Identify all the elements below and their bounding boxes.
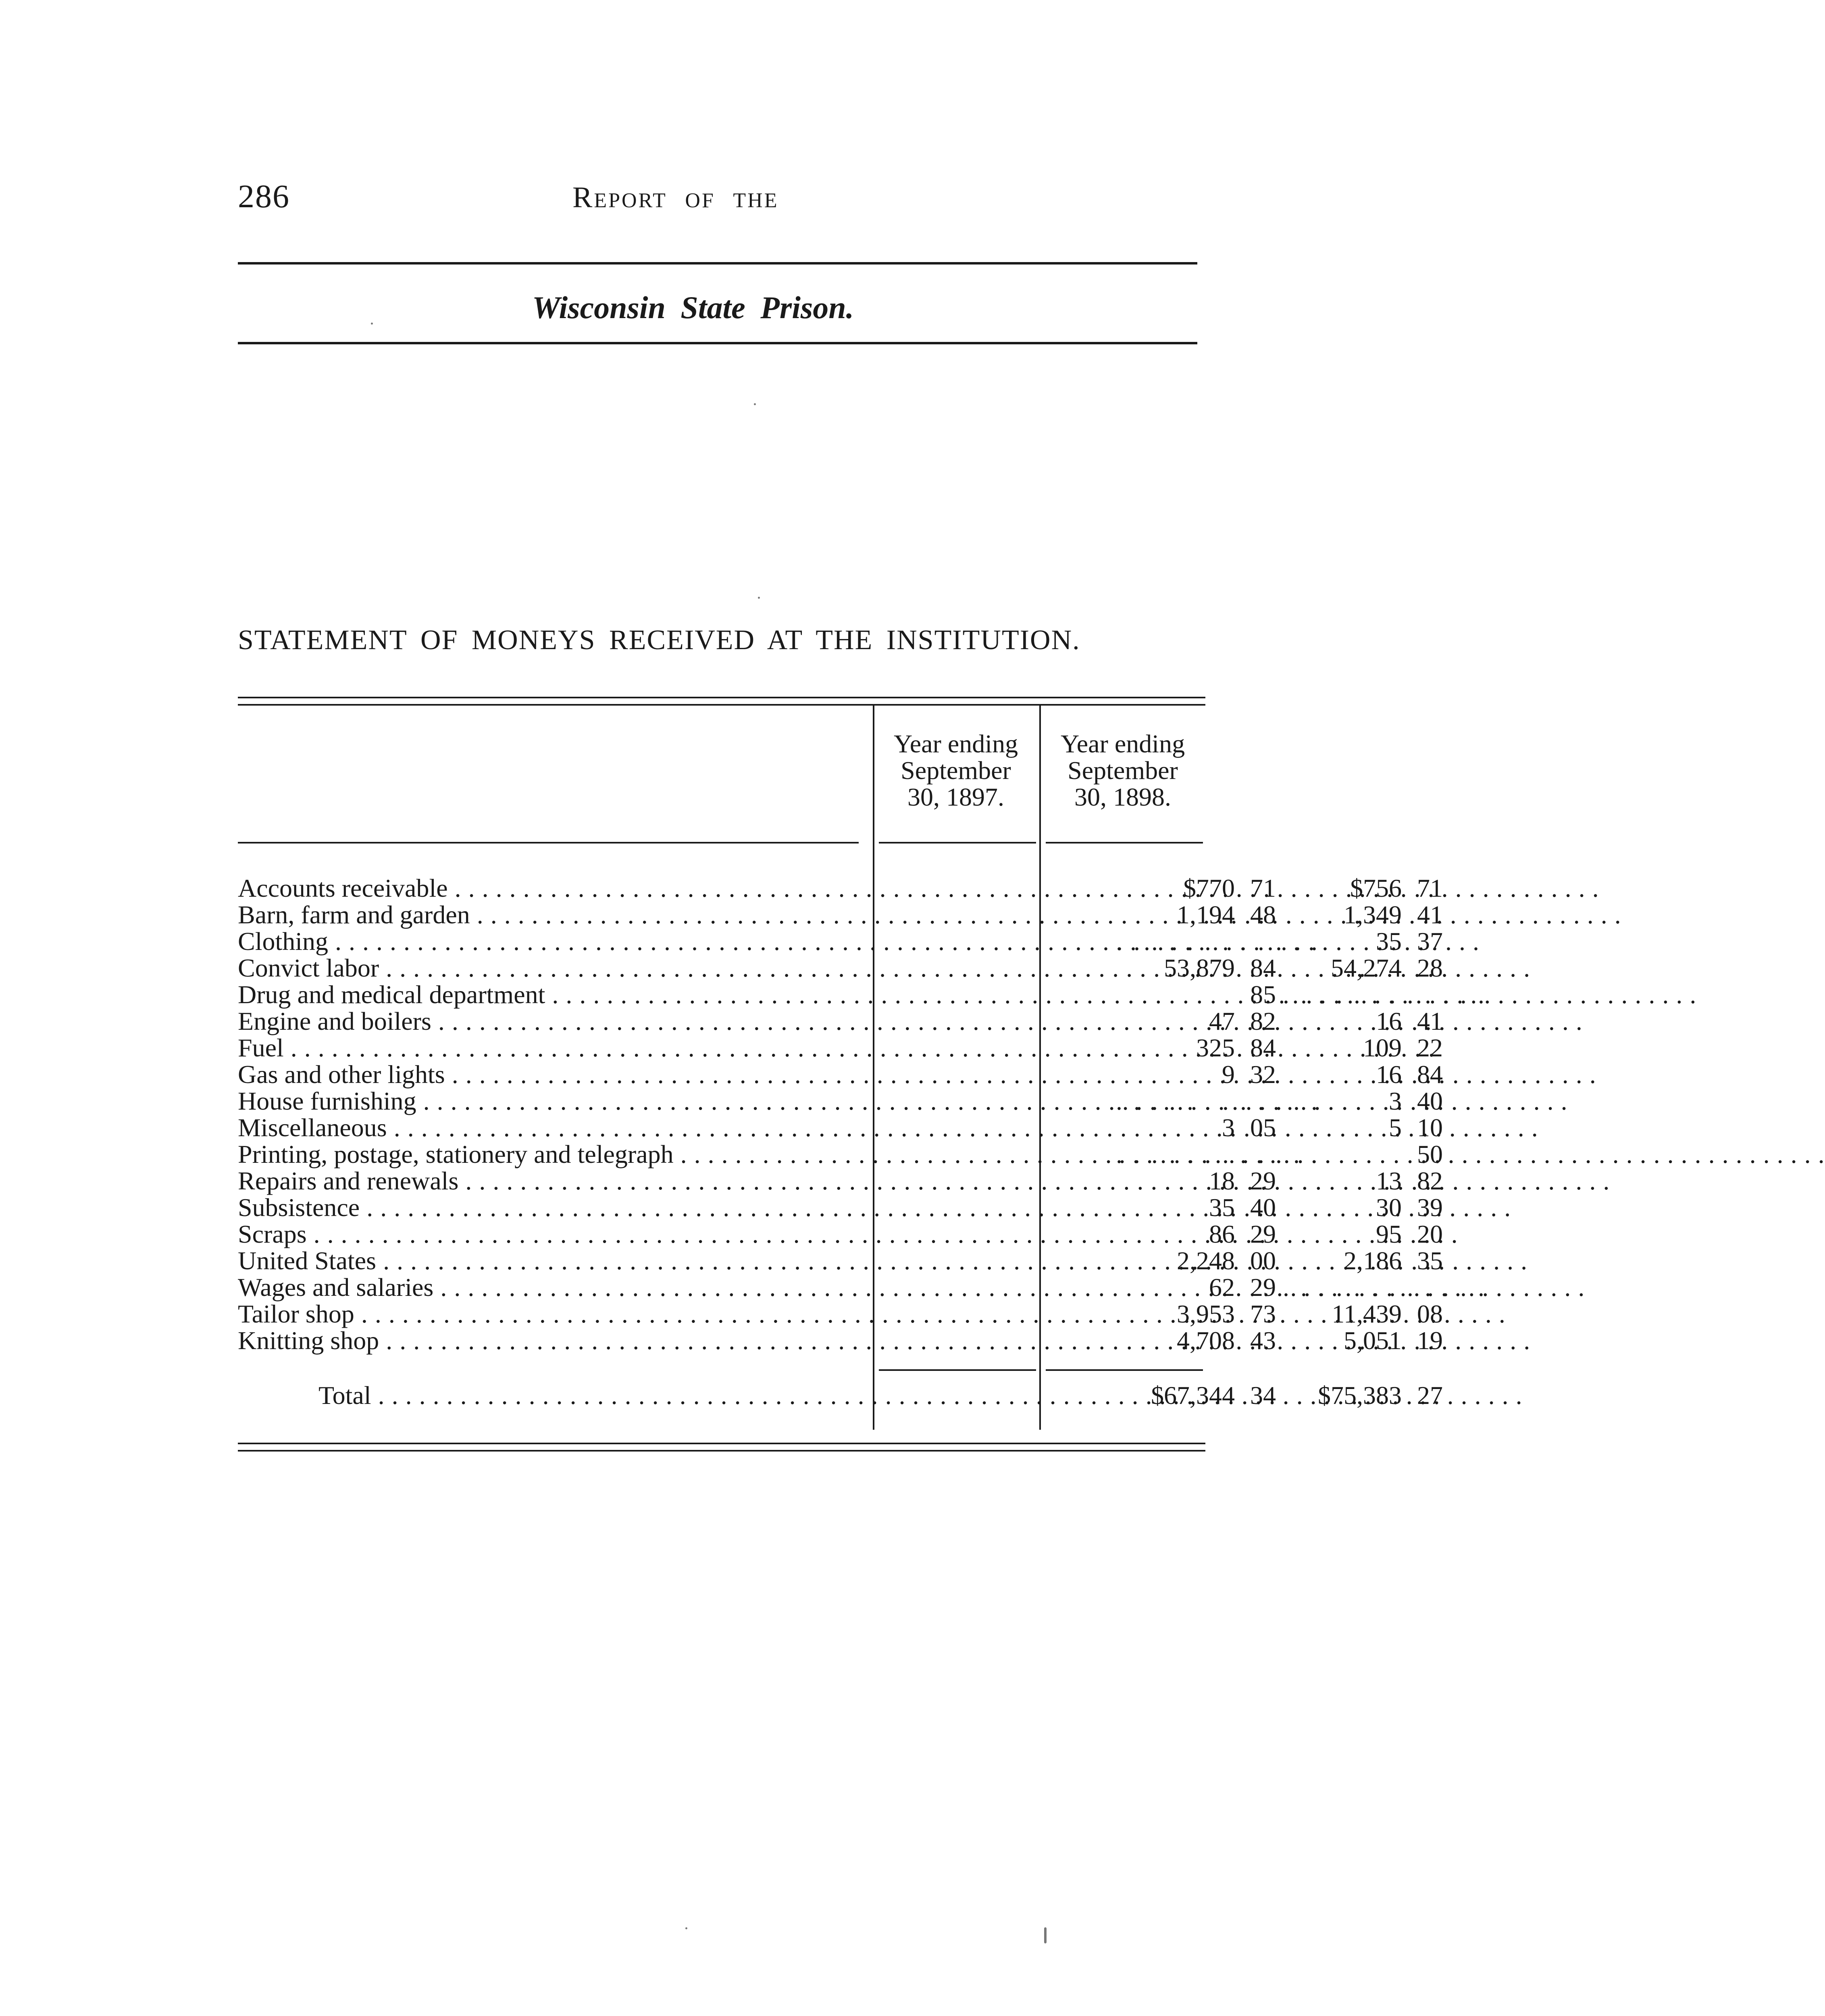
empty-cell-dots-1897: . . . . . . . . . . . . bbox=[1116, 1140, 1320, 1168]
value-1898-dollars: 5 bbox=[1389, 1113, 1402, 1142]
value-1897-dollars: 325 bbox=[1196, 1033, 1235, 1062]
paper-speck bbox=[371, 323, 373, 325]
column-header-line: Year ending bbox=[1060, 729, 1185, 758]
value-1897-cents: 05 bbox=[1250, 1113, 1276, 1142]
column-header-1898 bbox=[1040, 731, 1205, 810]
row-label: Repairs and renewals . . . bbox=[238, 1168, 867, 1194]
row-label: Accounts receivable . . . bbox=[238, 875, 867, 902]
row-label: Convict labor . . . bbox=[238, 955, 867, 981]
row-label: Drug and medical department . . . bbox=[238, 981, 867, 1008]
value-1898-cents: 40 bbox=[1417, 1087, 1443, 1115]
table-row bbox=[238, 1113, 1443, 1142]
value-1898-cents: 28 bbox=[1417, 954, 1443, 982]
table-row bbox=[238, 1140, 1443, 1168]
value-1898-cents: 10 bbox=[1417, 1113, 1443, 1142]
value-1898-cents: 82 bbox=[1417, 1166, 1443, 1195]
value-1897-dollars: 1,194 bbox=[1177, 900, 1235, 929]
value-1898-cents: 20 bbox=[1417, 1220, 1443, 1248]
table-bottom-rule-inner bbox=[238, 1450, 1205, 1452]
column-header-line: September bbox=[901, 756, 1011, 785]
column-header-line: September bbox=[1068, 756, 1178, 785]
value-1898-cents: 19 bbox=[1417, 1326, 1443, 1355]
table-row bbox=[238, 874, 1443, 902]
paper-speck bbox=[685, 1927, 687, 1929]
value-1898-dollars: 11,439 bbox=[1332, 1300, 1402, 1328]
total-1898-cents: 27 bbox=[1417, 1381, 1443, 1410]
value-1897-dollars: 18 bbox=[1209, 1166, 1235, 1195]
value-1898-dollars: 35 bbox=[1376, 927, 1402, 956]
table-row bbox=[238, 980, 1487, 1009]
header-underline-col2 bbox=[1046, 842, 1203, 843]
row-label: Knitting shop . . . bbox=[238, 1327, 867, 1354]
total-1897-dollars: $67,344 bbox=[1151, 1381, 1235, 1410]
value-1897-dollars: 47 bbox=[1209, 1007, 1235, 1035]
table-row bbox=[238, 1246, 1443, 1275]
value-1897-cents: 29 bbox=[1250, 1220, 1276, 1248]
total-rule-col1 bbox=[879, 1369, 1036, 1371]
value-1897-dollars: 2,248 bbox=[1177, 1246, 1235, 1275]
value-1898-cents: 39 bbox=[1417, 1193, 1443, 1222]
row-label: Printing, postage, stationery and telegraph . . . bbox=[238, 1141, 867, 1168]
table-row bbox=[238, 1300, 1443, 1328]
total-row bbox=[238, 1381, 1443, 1410]
paper-speck bbox=[754, 403, 756, 405]
running-head: Report of the bbox=[572, 181, 779, 214]
table-row bbox=[238, 900, 1443, 929]
value-1897-cents: 71 bbox=[1250, 874, 1276, 902]
row-label: Subsistence . . . bbox=[238, 1194, 867, 1221]
column-header-1897 bbox=[873, 731, 1038, 810]
header-underline-label bbox=[238, 842, 859, 843]
value-1898-cents: 71 bbox=[1417, 874, 1443, 902]
value-1897-cents: 29 bbox=[1250, 1273, 1276, 1302]
value-1898-dollars: 5,051 bbox=[1344, 1326, 1402, 1355]
value-1897-cents: 84 bbox=[1250, 1033, 1276, 1062]
table-top-rule-inner bbox=[238, 704, 1205, 706]
value-1898-dollars: $756 bbox=[1350, 874, 1402, 902]
value-1897-dollars: 9 bbox=[1222, 1060, 1235, 1089]
value-1898-dollars: 16 bbox=[1376, 1007, 1402, 1035]
column-header-line: Year ending bbox=[893, 729, 1018, 758]
empty-cell-dots-1897: . . . . . . . . . . . . bbox=[1116, 927, 1320, 956]
value-1897-dollars: 35 bbox=[1209, 1193, 1235, 1222]
table-row bbox=[238, 1087, 1443, 1115]
row-label: Barn, farm and garden . . . bbox=[238, 902, 867, 928]
total-rule-col2 bbox=[1046, 1369, 1203, 1371]
row-label: Scraps . . . bbox=[238, 1221, 867, 1248]
value-1898-dollars: 95 bbox=[1376, 1220, 1402, 1248]
column-header-line: 30, 1897. bbox=[907, 783, 1004, 811]
table-row bbox=[238, 1273, 1487, 1302]
value-1897-dollars: 86 bbox=[1209, 1220, 1235, 1248]
column-header-line: 30, 1898. bbox=[1074, 783, 1171, 811]
value-1898-cents: 84 bbox=[1417, 1060, 1443, 1089]
value-1897-cents: 85 bbox=[1250, 980, 1276, 1009]
header-rule-bottom bbox=[238, 342, 1197, 344]
value-1897-cents: 40 bbox=[1250, 1193, 1276, 1222]
row-label: Miscellaneous . . . bbox=[238, 1114, 867, 1141]
value-1898-cents: 08 bbox=[1417, 1300, 1443, 1328]
header-underline-col1 bbox=[879, 842, 1036, 843]
total-1898-dollars: $75,383 bbox=[1318, 1381, 1402, 1410]
row-label: Fuel . . . bbox=[238, 1035, 867, 1061]
value-1898-cents: 37 bbox=[1417, 927, 1443, 956]
paper-speck bbox=[1044, 1927, 1047, 1943]
table-row bbox=[238, 1166, 1443, 1195]
table-row bbox=[238, 1193, 1443, 1222]
value-1898-cents: 41 bbox=[1417, 1007, 1443, 1035]
value-1898-cents: 35 bbox=[1417, 1246, 1443, 1275]
value-1898-dollars: 109 bbox=[1363, 1033, 1402, 1062]
value-1897-dollars: 3,953 bbox=[1177, 1300, 1235, 1328]
value-1898-dollars: 54,274 bbox=[1331, 954, 1402, 982]
value-1897-cents: 48 bbox=[1250, 900, 1276, 929]
value-1897-cents: 29 bbox=[1250, 1166, 1276, 1195]
paper-speck bbox=[758, 597, 760, 599]
value-1897-cents: 00 bbox=[1250, 1246, 1276, 1275]
row-label: House furnishing . . . bbox=[238, 1088, 867, 1114]
value-1897-dollars: 4,708 bbox=[1177, 1326, 1235, 1355]
page-number: 286 bbox=[238, 178, 290, 215]
value-1897-dollars: $770 bbox=[1183, 874, 1235, 902]
total-label: Total . . . bbox=[238, 1382, 867, 1409]
total-1897-cents: 34 bbox=[1250, 1381, 1276, 1410]
value-1897-cents: 73 bbox=[1250, 1300, 1276, 1328]
statement-title: STATEMENT OF MONEYS RECEIVED AT THE INSTITUTION. bbox=[238, 625, 1080, 656]
value-1897-cents: 43 bbox=[1250, 1326, 1276, 1355]
value-1898-dollars: 2,186 bbox=[1344, 1246, 1402, 1275]
statement-table-body bbox=[238, 874, 1487, 1355]
value-1898-cents: 50 bbox=[1417, 1140, 1443, 1168]
table-row bbox=[238, 1326, 1443, 1355]
value-1897-dollars: 62 bbox=[1209, 1273, 1235, 1302]
value-1898-dollars: 16 bbox=[1376, 1060, 1402, 1089]
table-row bbox=[238, 1220, 1443, 1248]
value-1897-dollars: 53,879 bbox=[1164, 954, 1235, 982]
table-row bbox=[238, 954, 1443, 982]
table-row bbox=[238, 1060, 1443, 1089]
value-1898-cents: 22 bbox=[1417, 1033, 1443, 1062]
value-1898-cents: 41 bbox=[1417, 900, 1443, 929]
table-bottom-rule bbox=[238, 1443, 1205, 1444]
row-label: Tailor shop . . . bbox=[238, 1301, 867, 1327]
header-rule-top bbox=[238, 262, 1197, 264]
table-row bbox=[238, 1007, 1443, 1035]
value-1898-dollars: 13 bbox=[1376, 1166, 1402, 1195]
row-label: Wages and salaries . . . bbox=[238, 1274, 867, 1301]
value-1898-dollars: 3 bbox=[1389, 1087, 1402, 1115]
value-1897-cents: 84 bbox=[1250, 954, 1276, 982]
institution-name: Wisconsin State Prison. bbox=[532, 290, 854, 325]
table-top-rule bbox=[238, 697, 1205, 698]
value-1898-dollars: 30 bbox=[1376, 1193, 1402, 1222]
value-1897-dollars: 3 bbox=[1222, 1113, 1235, 1142]
value-1897-cents: 82 bbox=[1250, 1007, 1276, 1035]
table-row bbox=[238, 1033, 1443, 1062]
empty-cell-dots-1898: . . . . . . . . . . . . bbox=[1283, 1273, 1487, 1302]
empty-cell-dots-1898: . . . . . . . . . . . . bbox=[1283, 980, 1487, 1009]
empty-cell-dots-1897: . . . . . . . . . . . . bbox=[1116, 1087, 1320, 1115]
row-label: Clothing . . . bbox=[238, 928, 867, 955]
row-label: Gas and other lights . . . bbox=[238, 1061, 867, 1088]
value-1898-dollars: 1,349 bbox=[1344, 900, 1402, 929]
value-1897-cents: 32 bbox=[1250, 1060, 1276, 1089]
table-row bbox=[238, 927, 1443, 956]
row-label: United States . . . bbox=[238, 1248, 867, 1274]
row-label: Engine and boilers . . . bbox=[238, 1008, 867, 1035]
